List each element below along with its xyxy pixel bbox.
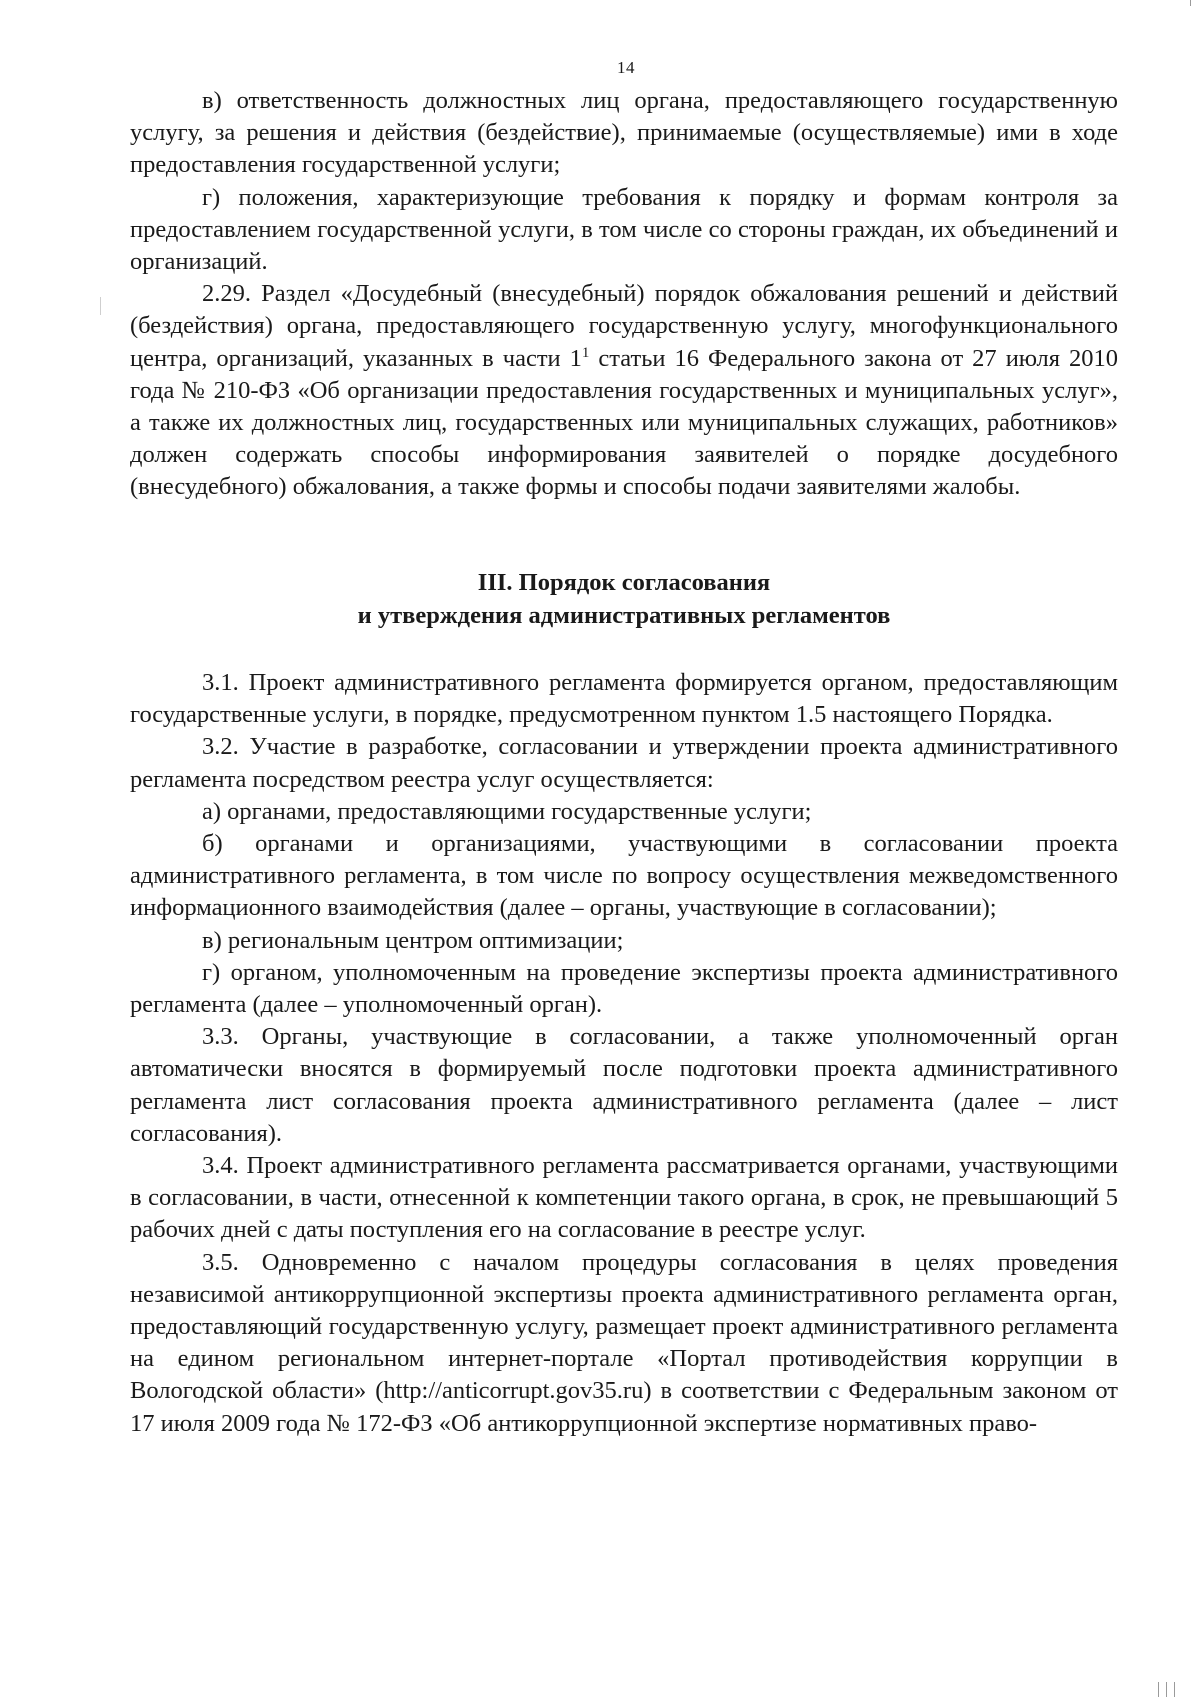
paragraph-3-3: 3.3. Органы, участвующие в согласовании, а также уполномоченный орган автоматически вносятся в формируемый после подготовки проекта административного регламента лист согласования проекта административного регламента (далее – лист согласования). (130, 1023, 1118, 1147)
scan-mark-bottom-1 (1158, 1682, 1159, 1697)
paragraph-3-2-a: а) органами, предоставляющими государственные услуги; (202, 797, 812, 825)
margin-mark (100, 297, 101, 315)
superscript-part-number: 1 (581, 344, 590, 361)
paragraph-3-2-b: б) органами и организациями, участвующими в согласовании проекта административного регламента, в том числе по вопросу осуществления межведомственного информационного взаимодействия (далее – органы, участвующие в согласовании); (130, 830, 1118, 922)
scan-mark-bottom-2 (1166, 1682, 1167, 1697)
lower-text-block (130, 667, 1118, 1440)
paragraph-2-29-part2: статьи 16 Федерального закона от 27 июля 2010 года № 210-ФЗ «Об организации предоставления государственных и муниципальных услуг», а также их должностных лиц, государственных или муниципальных служащих, работников» должен содержать способы информирования заявителей о порядке досудебного (внесудебного) обжалования, а также формы и способы подачи заявителями жалобы. (130, 344, 1119, 501)
page-number: 14 (617, 58, 635, 77)
section-heading-line-2: и утверждения административных регламентов (357, 601, 891, 629)
paragraph-3-2-g: г) органом, уполномоченным на проведение экспертизы проекта административного регламента (далее – уполномоченный орган). (130, 958, 1118, 1019)
paragraph-3-2-v: в) региональным центром оптимизации; (202, 926, 624, 954)
section-heading (130, 567, 1118, 632)
scan-mark-top (1190, 0, 1191, 6)
paragraph-2-28-g: г) положения, характеризующие требования к порядку и формам контроля за предоставлением государственной услуги, в том числе со стороны граждан, их объединений и организаций. (130, 183, 1118, 276)
upper-text-block (130, 85, 1118, 504)
section-heading-line-1: III. Порядок согласования (477, 569, 771, 596)
paragraph-2-29 (130, 278, 1118, 503)
scan-mark-bottom-3 (1174, 1682, 1175, 1697)
paragraph-2-28-v: в) ответственность должностных лиц органа, предоставляющего государственную услугу, за решения и действия (бездействие), принимаемые (осуществляемые) ими в ходе предоставления государственной услуги; (130, 87, 1118, 179)
paragraph-3-5: 3.5. Одновременно с началом процедуры согласования в целях проведения независимой антикоррупционной экспертизы проекта административного регламента орган, предоставляющий государственную услугу, размещает проект административного регламента на едином региональном интернет-портале «Портал противодействия коррупции в Вологодской области» (http://anticorrupt.gov35.ru) в соответствии с Федеральным законом от 17 июля 2009 года № 172-ФЗ «Об антикоррупционной экспертизе нормативных право- (130, 1248, 1118, 1437)
paragraph-2-29-part1: 2.29. Раздел «Досудебный (внесудебный) порядок обжалования решений и действий (бездействия) органа, предоставляющего государственную услугу, многофункционального центра, организаций, указанных в части 1 (130, 280, 1118, 372)
paragraph-3-2: 3.2. Участие в разработке, согласовании и утверждении проекта административного регламента посредством реестра услуг осуществляется: (130, 733, 1118, 793)
paragraph-3-4: 3.4. Проект административного регламента рассматривается органами, участвующими в согласовании, в части, отнесенной к компетенции такого органа, в срок, не превышающий 5 рабочих дней с даты поступления его на согласование в реестре услуг. (130, 1152, 1118, 1244)
paragraph-3-1: 3.1. Проект административного регламента формируется органом, предоставляющим государственные услуги, в порядке, предусмотренном пунктом 1.5 настоящего Порядка. (130, 669, 1118, 729)
